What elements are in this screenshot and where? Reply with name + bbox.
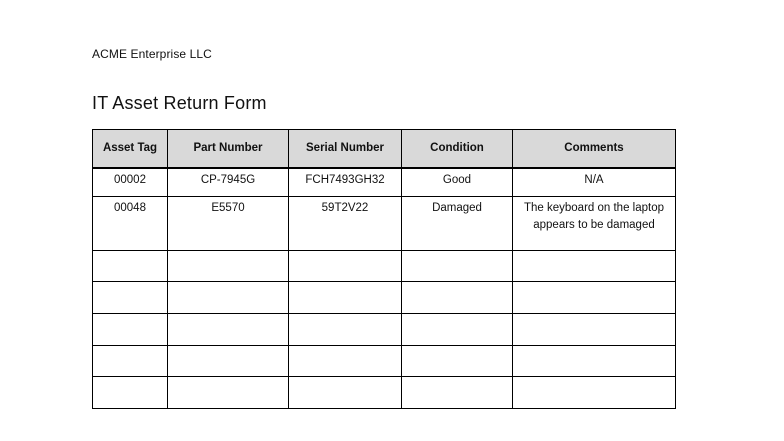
table-header-row [93, 130, 676, 168]
header-asset-tag: Asset Tag [93, 130, 168, 168]
cell-comments [513, 346, 676, 377]
table-row [93, 197, 676, 251]
cell-comments: N/A [513, 168, 676, 197]
header-comments: Comments [513, 130, 676, 168]
cell-serial-number: FCH7493GH32 [289, 168, 402, 197]
cell-condition: Damaged [402, 197, 513, 251]
cell-condition [402, 251, 513, 282]
asset-return-table [92, 129, 676, 409]
cell-part-number [168, 346, 289, 377]
cell-comments [513, 314, 676, 346]
cell-asset-tag [93, 282, 168, 314]
header-part-number: Part Number [168, 130, 289, 168]
table-row [93, 251, 676, 282]
cell-condition [402, 377, 513, 409]
company-name: ACME Enterprise LLC [92, 47, 212, 61]
cell-asset-tag [93, 346, 168, 377]
cell-part-number [168, 282, 289, 314]
cell-asset-tag [93, 314, 168, 346]
table-row [93, 377, 676, 409]
cell-part-number [168, 251, 289, 282]
cell-condition [402, 282, 513, 314]
header-serial-number: Serial Number [289, 130, 402, 168]
header-condition: Condition [402, 130, 513, 168]
cell-serial-number [289, 377, 402, 409]
form-title: IT Asset Return Form [92, 93, 267, 113]
cell-asset-tag [93, 251, 168, 282]
cell-comments [513, 377, 676, 409]
cell-comments [513, 282, 676, 314]
cell-serial-number [289, 282, 402, 314]
cell-condition [402, 314, 513, 346]
table-row [93, 346, 676, 377]
cell-part-number: CP-7945G [168, 168, 289, 197]
cell-condition: Good [402, 168, 513, 197]
cell-serial-number [289, 251, 402, 282]
table-row [93, 282, 676, 314]
cell-serial-number: 59T2V22 [289, 197, 402, 251]
cell-asset-tag [93, 377, 168, 409]
cell-part-number [168, 314, 289, 346]
table-row [93, 168, 676, 197]
cell-part-number [168, 377, 289, 409]
cell-comments [513, 251, 676, 282]
cell-part-number: E5570 [168, 197, 289, 251]
cell-serial-number [289, 314, 402, 346]
cell-serial-number [289, 346, 402, 377]
table-row [93, 314, 676, 346]
cell-asset-tag: 00002 [93, 168, 168, 197]
cell-condition [402, 346, 513, 377]
cell-comments: The keyboard on the laptop appears to be damaged [513, 197, 676, 251]
cell-asset-tag: 00048 [93, 197, 168, 251]
